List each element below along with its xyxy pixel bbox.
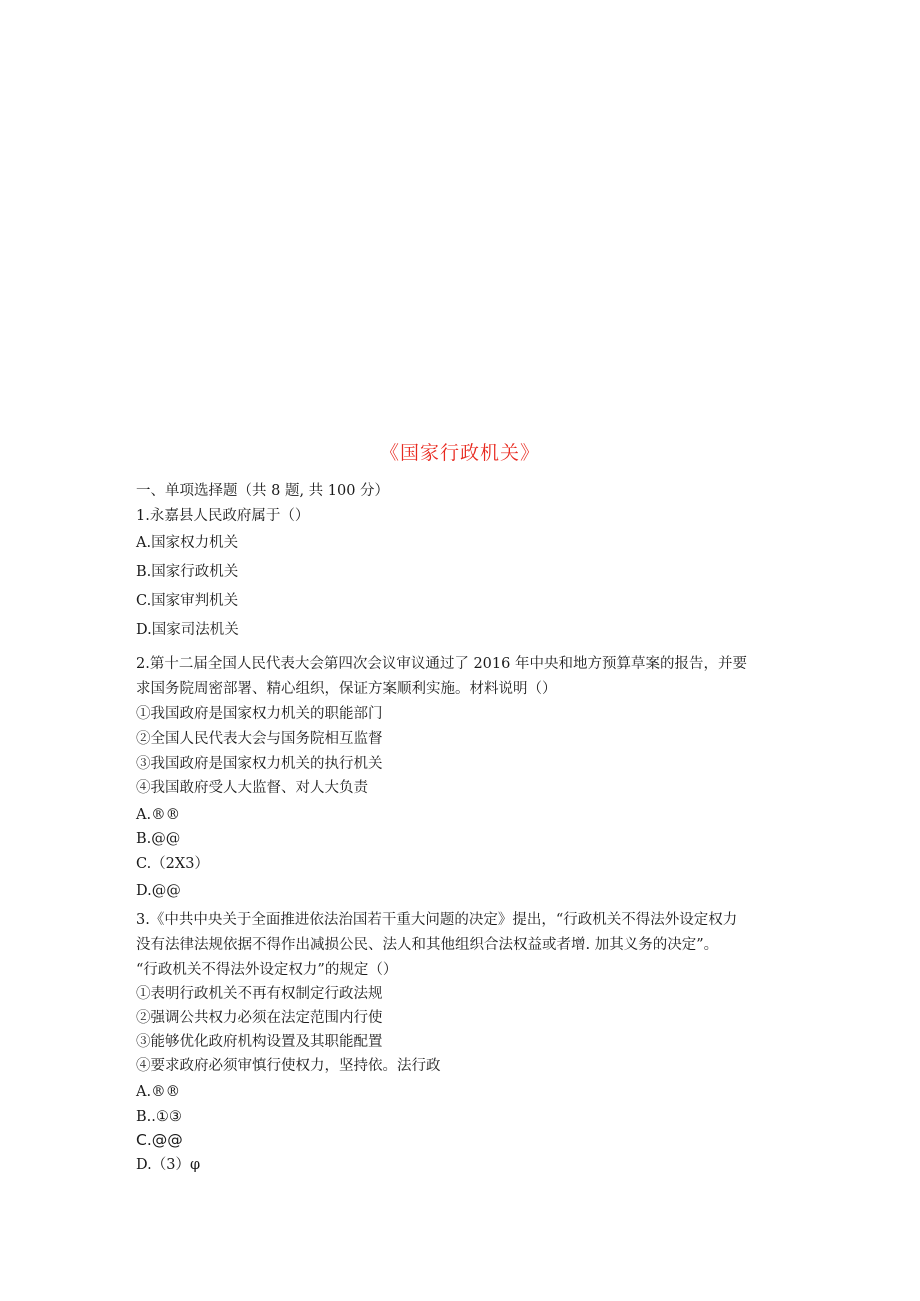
question-3-option-a: A.®® bbox=[136, 1084, 181, 1100]
question-3-option-d: D.（3）φ bbox=[136, 1157, 201, 1173]
question-3-statement-2: ②强调公共权力必须在法定范围内行使 bbox=[136, 1010, 383, 1026]
question-1-stem: 1.永嘉县人民政府属于（） bbox=[136, 508, 310, 524]
question-3-stem-line-3: “行政机关不得法外设定权力”的规定（） bbox=[136, 962, 398, 978]
question-2-option-b: B.@@ bbox=[136, 831, 181, 847]
question-1-option-c: C.国家审判机关 bbox=[136, 593, 239, 609]
question-3-statement-3: ③能够优化政府机构设置及其职能配置 bbox=[136, 1034, 383, 1050]
section-heading: 一、单项选择题（共 8 题, 共 100 分） bbox=[136, 483, 390, 499]
question-2-option-c: C.（2X3） bbox=[136, 856, 209, 872]
question-2-statement-1: ①我国政府是国家权力机关的职能部门 bbox=[136, 706, 383, 722]
question-3-statement-1: ①表明行政机关不再有权制定行政法规 bbox=[136, 986, 383, 1002]
question-2-option-a: A.®® bbox=[136, 807, 181, 823]
question-1-option-a: A.国家权力机关 bbox=[136, 535, 239, 551]
question-3-stem-line-1: 3.《中共中央关于全面推进依法治国若干重大问题的决定》提出，“行政机关不得法外设定权力 bbox=[136, 912, 738, 928]
question-3-stem-line-2: 没有法律法规依据不得作出减损公民、法人和其他组织合法权益或者增. 加其义务的决定”。 bbox=[136, 937, 719, 953]
question-1-option-d: D.国家司法机关 bbox=[136, 622, 239, 638]
question-2-statement-4: ④我国敢府受人大监督、对人大负责 bbox=[136, 780, 368, 796]
question-3-statement-4: ④要求政府必须审慎行使权力，坚持依。法行政 bbox=[136, 1058, 441, 1074]
question-3-option-c: C.@@ bbox=[136, 1131, 183, 1149]
question-2-stem-line-2: 求国务院周密部署、精心组织，保证方案顺利实施。材料说明（） bbox=[136, 681, 557, 697]
question-2-statement-2: ②全国人民代表大会与国务院相互监督 bbox=[136, 731, 383, 747]
question-2-statement-3: ③我国政府是国家权力机关的执行机关 bbox=[136, 756, 383, 772]
question-1-option-b: B.国家行政机关 bbox=[136, 564, 239, 580]
document-title: 《国家行政机关》 bbox=[379, 442, 540, 464]
question-2-option-d: D.@@ bbox=[136, 883, 181, 899]
question-2-stem-line-1: 2.第十二届全国人民代表大会第四次会议审议通过了 2016 年中央和地方预算草案的报告，并要 bbox=[136, 656, 747, 672]
question-3-option-b: B..①③ bbox=[136, 1109, 182, 1125]
